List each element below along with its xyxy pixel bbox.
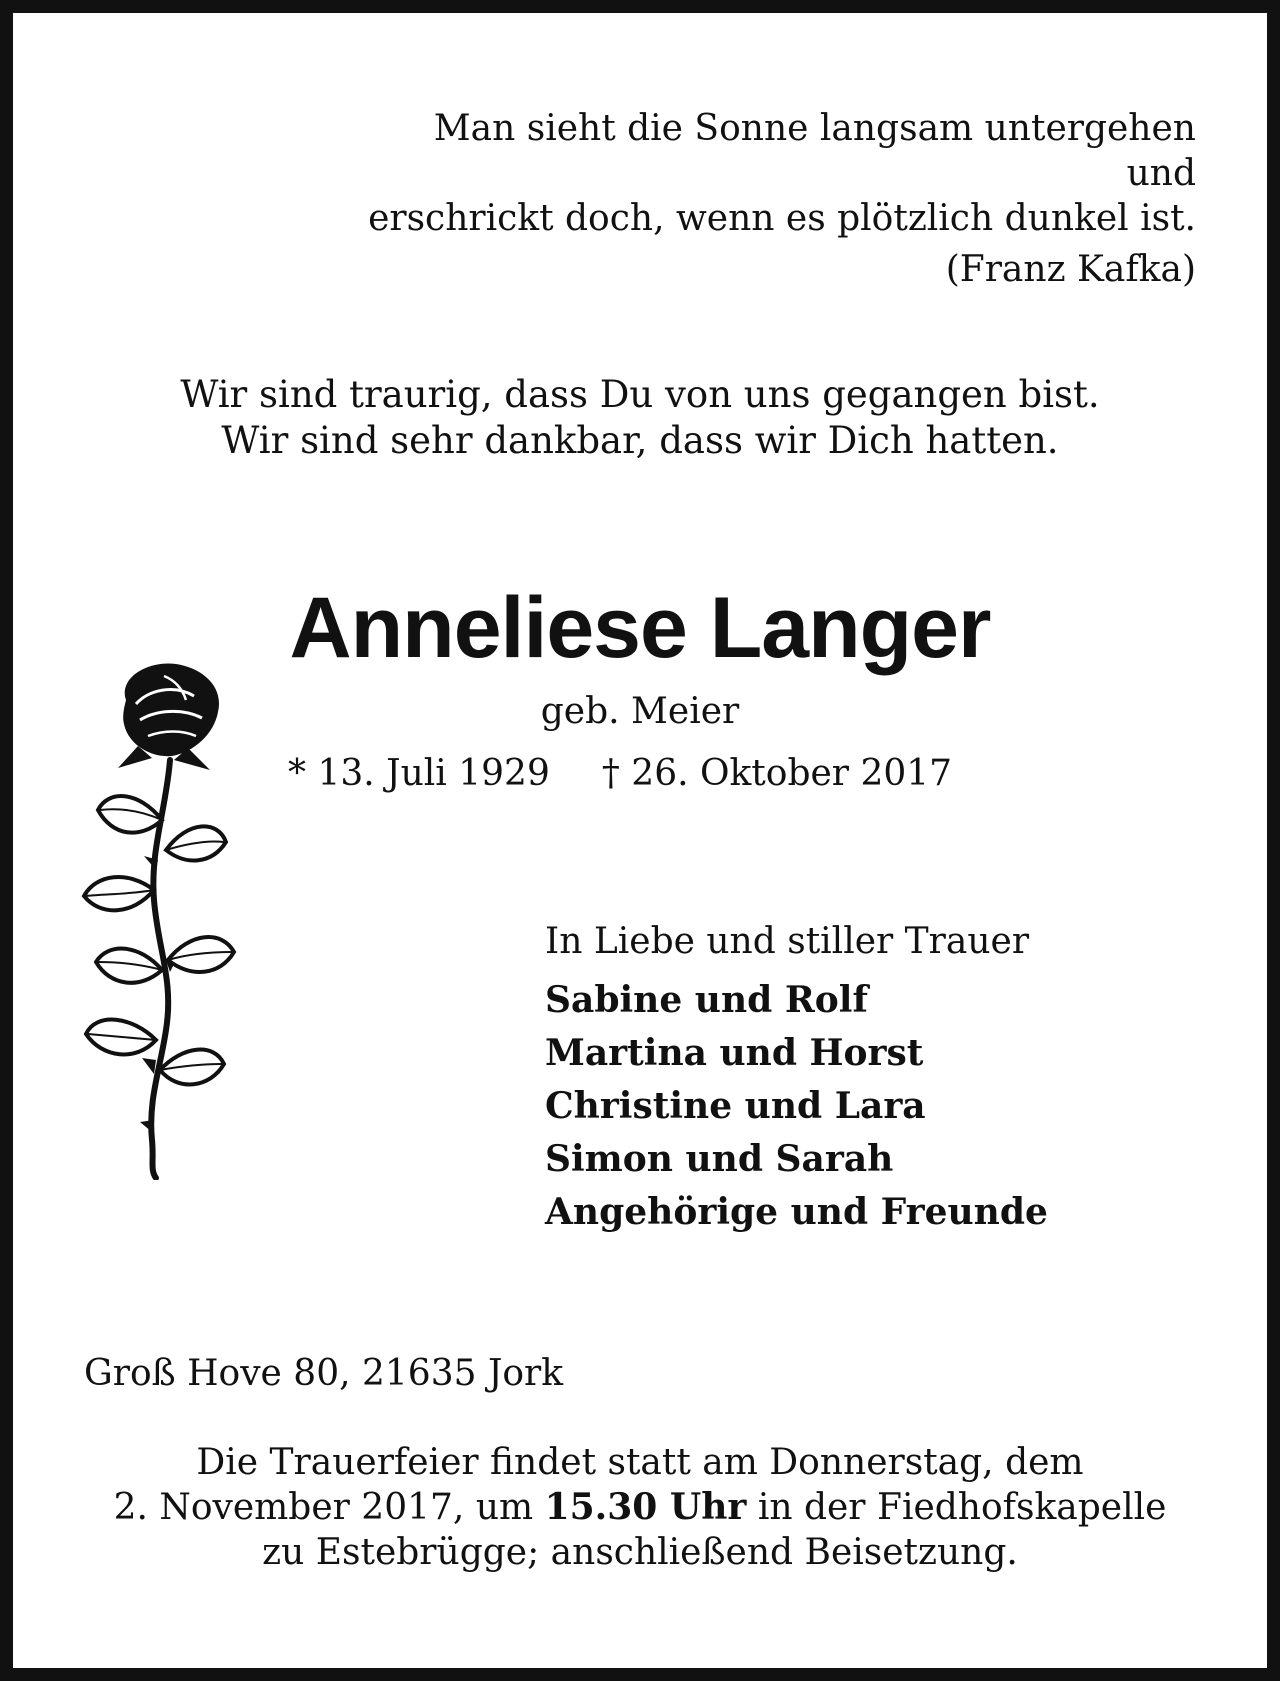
- mourner-name: Angehörige und Freunde: [545, 1191, 1048, 1233]
- motto-line-2: Wir sind sehr dankbar, dass wir Dich hatten.: [221, 419, 1059, 462]
- deceased-name: Anneliese Langer: [289, 580, 991, 676]
- mourner-name: Sabine und Rolf: [545, 979, 868, 1021]
- birth-name: geb. Meier: [540, 691, 740, 732]
- mourners-list: [545, 974, 1185, 1239]
- motto: [60, 372, 1220, 464]
- mourners-intro: In Liebe und stiller Trauer: [545, 921, 1030, 962]
- quote-line-1: Man sieht die Sonne langsam untergehen und: [433, 108, 1196, 194]
- ceremony-line-3: zu Estebrügge; anschließend Beisetzung.: [262, 1532, 1018, 1573]
- ceremony-line-1: Die Trauerfeier findet statt am Donnerstag, dem: [196, 1442, 1084, 1483]
- ceremony-date: 2. November 2017, um: [113, 1487, 545, 1528]
- mourners: [545, 920, 1185, 1239]
- mourner-name: Simon und Sarah: [545, 1138, 894, 1180]
- quote-author: (Franz Kafka): [945, 249, 1196, 290]
- motto-line-1: Wir sind traurig, dass Du von uns gegangen bist.: [180, 373, 1100, 416]
- mourner-name: Christine und Lara: [545, 1085, 926, 1127]
- ceremony-notice: [60, 1440, 1220, 1575]
- address: Groß Hove 80, 21635 Jork: [84, 1353, 564, 1394]
- kafka-quote: [360, 106, 1196, 292]
- life-dates: [288, 752, 952, 796]
- quote-line-2: erschrickt doch, wenn es plötzlich dunkel ist.: [368, 198, 1196, 239]
- death-date: † 26. Oktober 2017: [601, 753, 953, 794]
- birth-date: * 13. Juli 1929: [288, 753, 550, 794]
- ceremony-time: 15.30 Uhr: [544, 1486, 747, 1528]
- ceremony-line-2: [60, 1485, 1220, 1530]
- ceremony-location: in der Fiedhofskapelle: [746, 1487, 1167, 1528]
- rose-icon: [78, 660, 248, 1180]
- mourner-name: Martina und Horst: [545, 1032, 924, 1074]
